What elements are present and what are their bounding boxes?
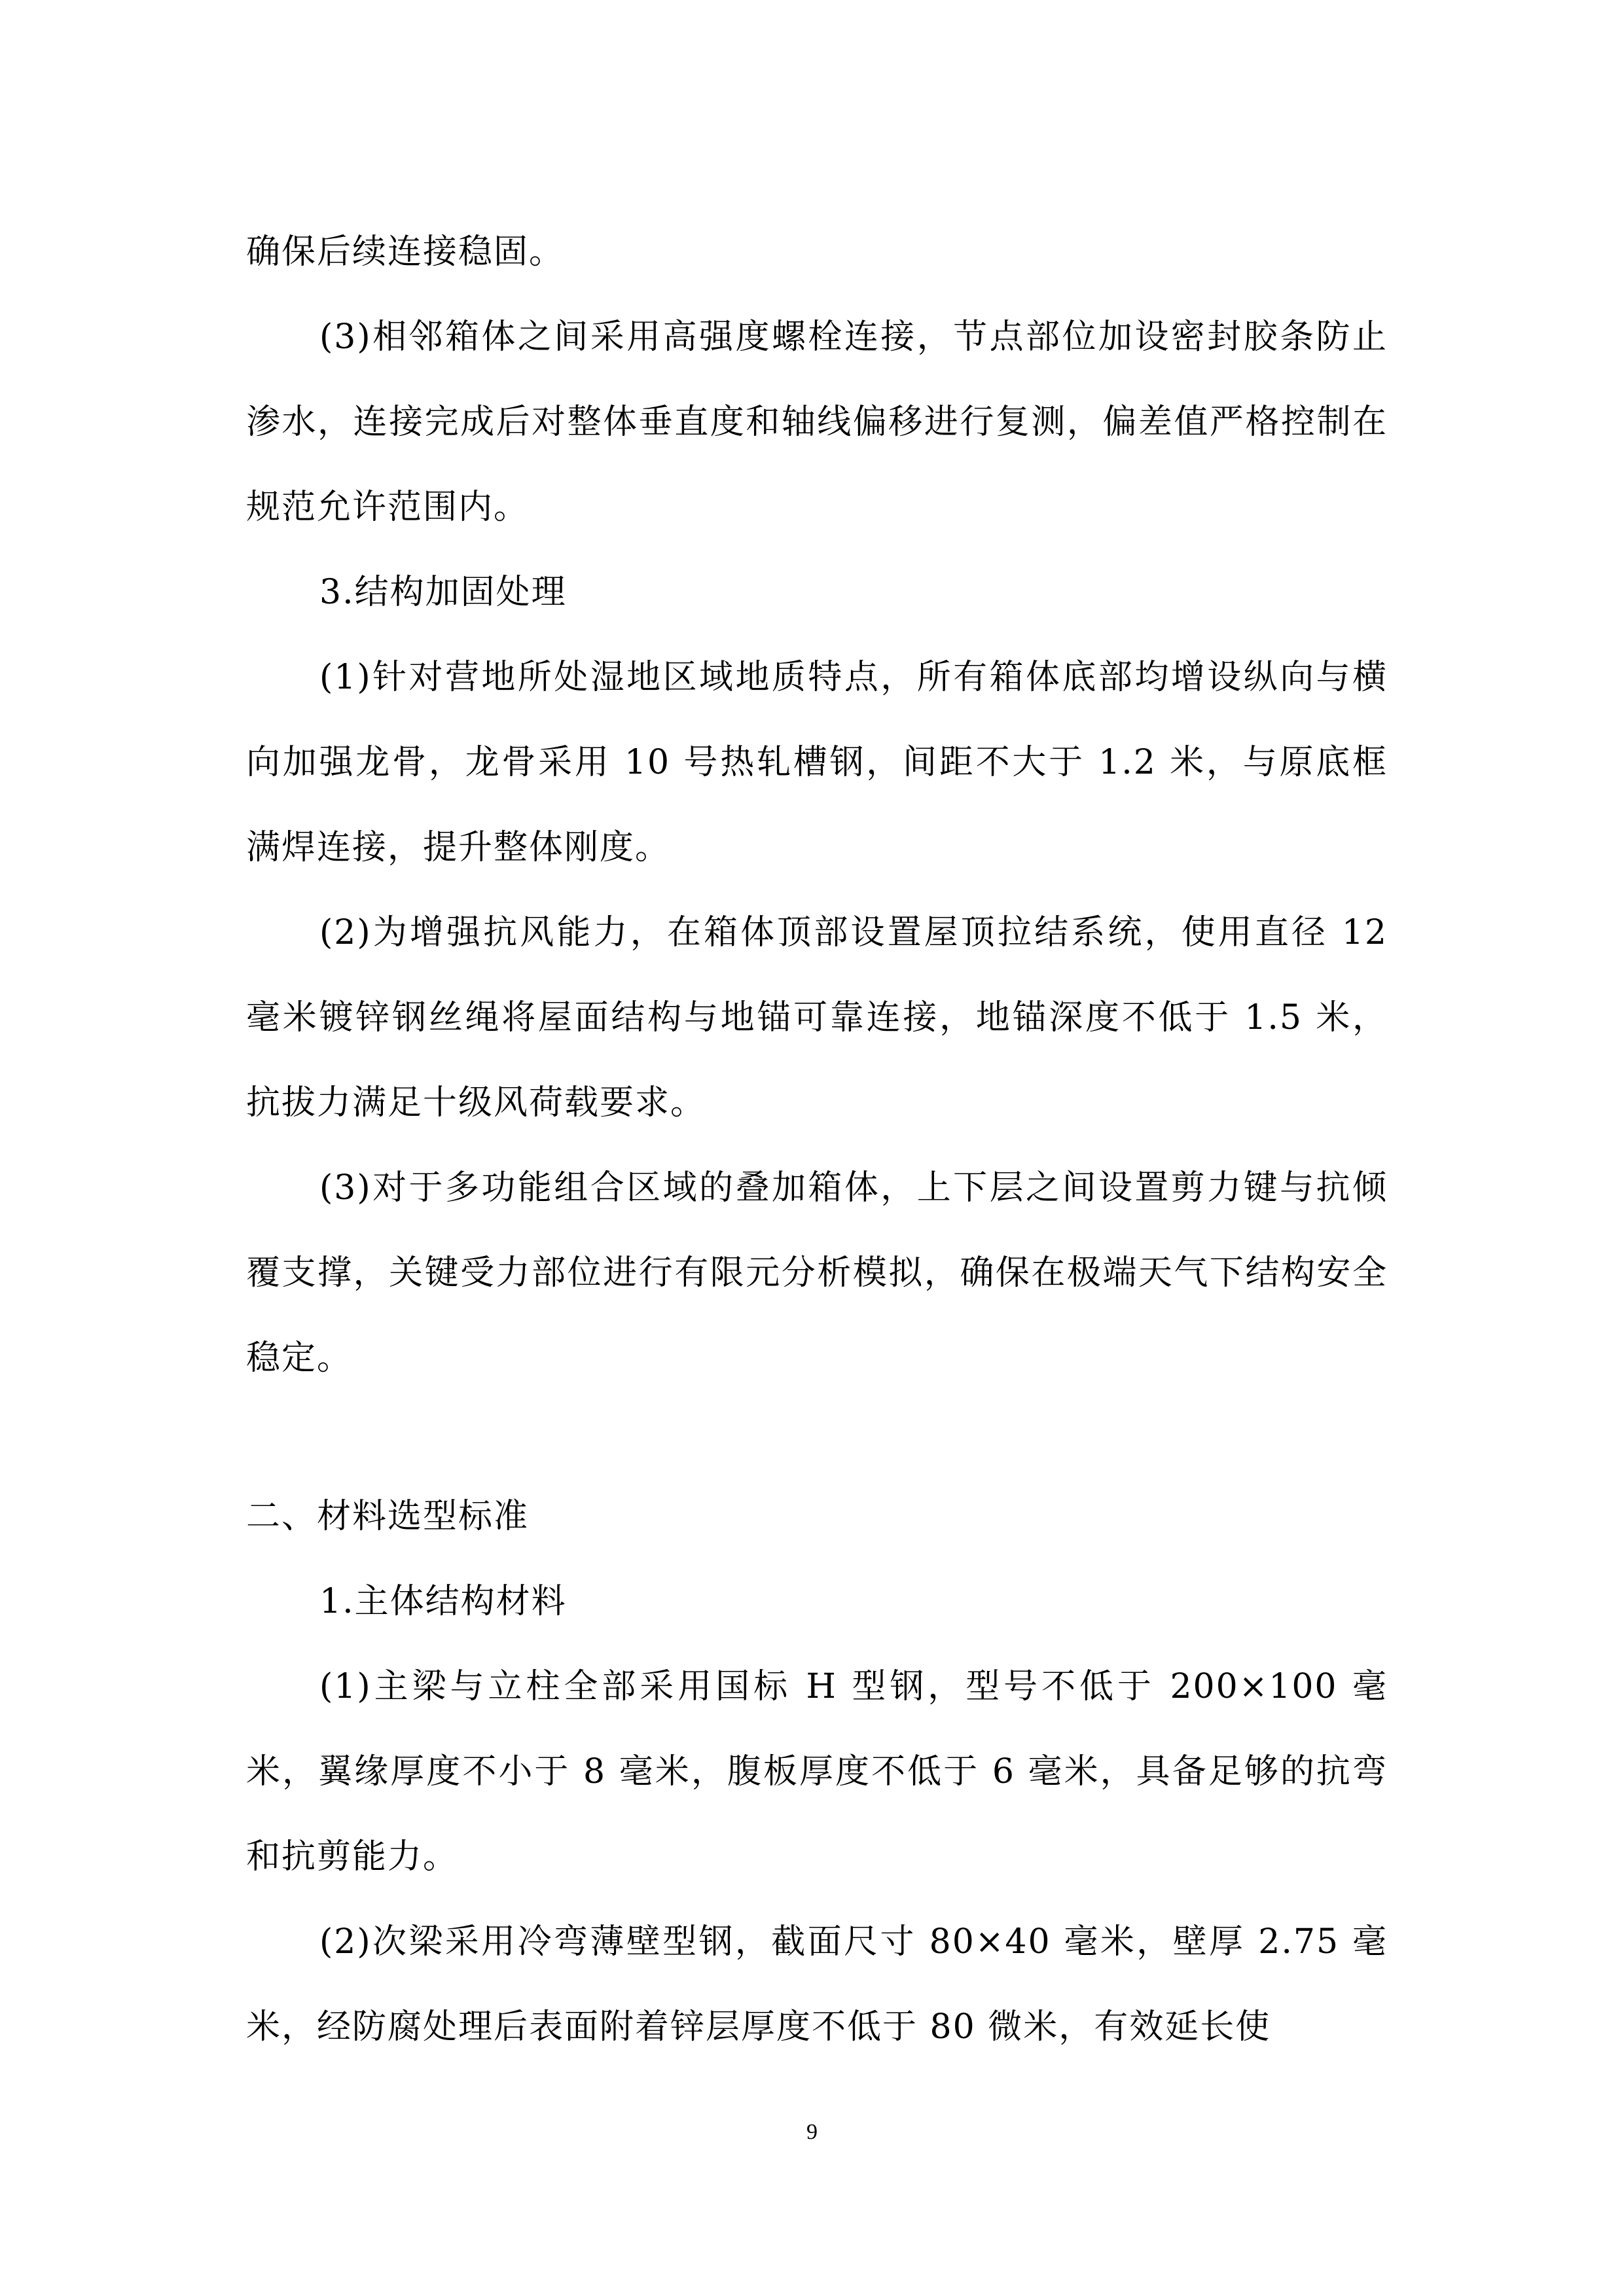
subheading-main-structure-materials: 1.主体结构材料	[319, 1582, 567, 1621]
paragraph-item-3-bolt-connection: (3)相邻箱体之间采用高强度螺栓连接，节点部位加设密封胶条防止渗水，连接完成后对整体垂直度和轴线偏移进行复测，偏差值严格控制在规范允许范围内。	[246, 317, 1388, 527]
page-body	[246, 209, 1388, 2070]
paragraph-item-2-secondary-beams: (2)次梁采用冷弯薄壁型钢，截面尺寸 80×40 毫米，壁厚 2.75 毫米，经防腐处理后表面附着锌层厚度不低于 80 微米，有效延长使	[246, 1922, 1388, 2047]
paragraph-item-1-keel-reinforcement: (1)针对营地所处湿地区域地质特点，所有箱体底部均增设纵向与横向加强龙骨，龙骨采用 10 号热轧槽钢，间距不大于 1.2 米，与原底框满焊连接，提升整体刚度。	[246, 658, 1388, 867]
page-number: 9	[806, 2120, 818, 2144]
subheading-structural-reinforcement: 3.结构加固处理	[319, 573, 567, 612]
paragraph-item-3-stacked-boxes: (3)对于多功能组合区域的叠加箱体，上下层之间设置剪力键与抗倾覆支撑，关键受力部位进行有限元分析模拟，确保在极端天气下结构安全稳定。	[246, 1168, 1388, 1378]
paragraph-item-1-main-beams: (1)主梁与立柱全部采用国标 H 型钢，型号不低于 200×100 毫米，翼缘厚度不小于 8 毫米，腹板厚度不低于 6 毫米，具备足够的抗弯和抗剪能力。	[246, 1667, 1388, 1876]
paragraph-continuation: 确保后续连接稳固。	[246, 232, 565, 272]
paragraph-item-2-wind-resistance: (2)为增强抗风能力，在箱体顶部设置屋顶拉结系统，使用直径 12 毫米镀锌钢丝绳将屋面结构与地锚可靠连接，地锚深度不低于 1.5 米，抗拔力满足十级风荷载要求。	[246, 913, 1388, 1122]
section-heading-material-selection: 二、材料选型标准	[246, 1497, 530, 1536]
